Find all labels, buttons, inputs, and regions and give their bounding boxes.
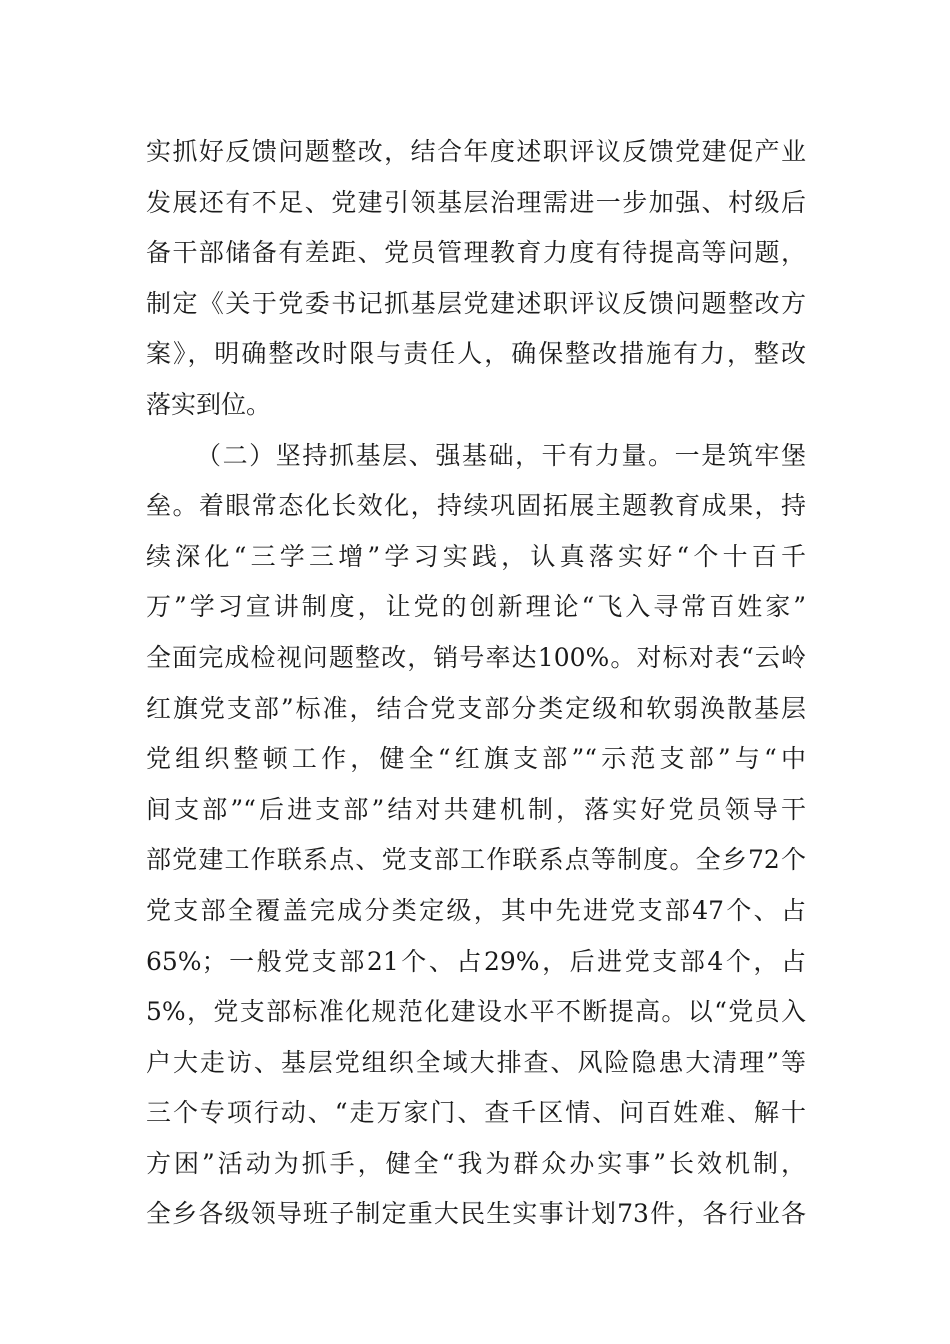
text-line: 党支部全覆盖完成分类定级，其中先进党支部47个、占 — [146, 895, 806, 925]
text-line: （二）坚持抓基层、强基础，干有力量。一是筑牢堡 — [196, 440, 806, 470]
text-line: 65%；一般党支部21个、占29%，后进党支部4个，占 — [146, 946, 806, 976]
text-line: 方困”活动为抓手，健全“我为群众办实事”长效机制， — [146, 1148, 806, 1178]
text-line: 落实到位。 — [146, 389, 272, 419]
text-line: 发展还有不足、党建引领基层治理需进一步加强、村级后 — [146, 187, 806, 217]
text-line: 全面完成检视问题整改，销号率达100%。对标对表“云岭 — [146, 642, 806, 672]
body-text — [146, 127, 806, 1240]
text-line: 制定《关于党委书记抓基层党建述职评议反馈问题整改方 — [146, 288, 806, 318]
text-line: 三个专项行动、“走万家门、查千区情、问百姓难、解十 — [146, 1098, 806, 1128]
text-line: 户大走访、基层党组织全域大排查、风险隐患大清理”等 — [146, 1047, 806, 1077]
text-line: 案》，明确整改时限与责任人，确保整改措施有力，整改 — [146, 339, 806, 369]
text-line: 备干部储备有差距、党员管理教育力度有待提高等问题， — [146, 238, 806, 268]
text-line: 红旗党支部”标准，结合党支部分类定级和软弱涣散基层 — [146, 693, 806, 723]
text-line: 全乡各级领导班子制定重大民生实事计划73件，各行业各 — [146, 1199, 806, 1229]
text-line: 部党建工作联系点、党支部工作联系点等制度。全乡72个 — [146, 845, 806, 875]
paragraph-2 — [146, 431, 806, 1241]
text-line: 续深化“三学三增”学习实践，认真落实好“个十百千 — [146, 541, 806, 571]
text-line: 间支部”“后进支部”结对共建机制，落实好党员领导干 — [146, 794, 806, 824]
text-line: 垒。着眼常态化长效化，持续巩固拓展主题教育成果，持 — [146, 491, 806, 521]
text-line: 5%，党支部标准化规范化建设水平不断提高。以“党员入 — [146, 997, 806, 1027]
paragraph-1 — [146, 127, 806, 431]
text-line: 万”学习宣讲制度，让党的创新理论“飞入寻常百姓家” — [146, 592, 806, 622]
text-line: 实抓好反馈问题整改，结合年度述职评议反馈党建促产业 — [146, 137, 806, 166]
text-line: 党组织整顿工作，健全“红旗支部”“示范支部”与“中 — [146, 744, 806, 774]
